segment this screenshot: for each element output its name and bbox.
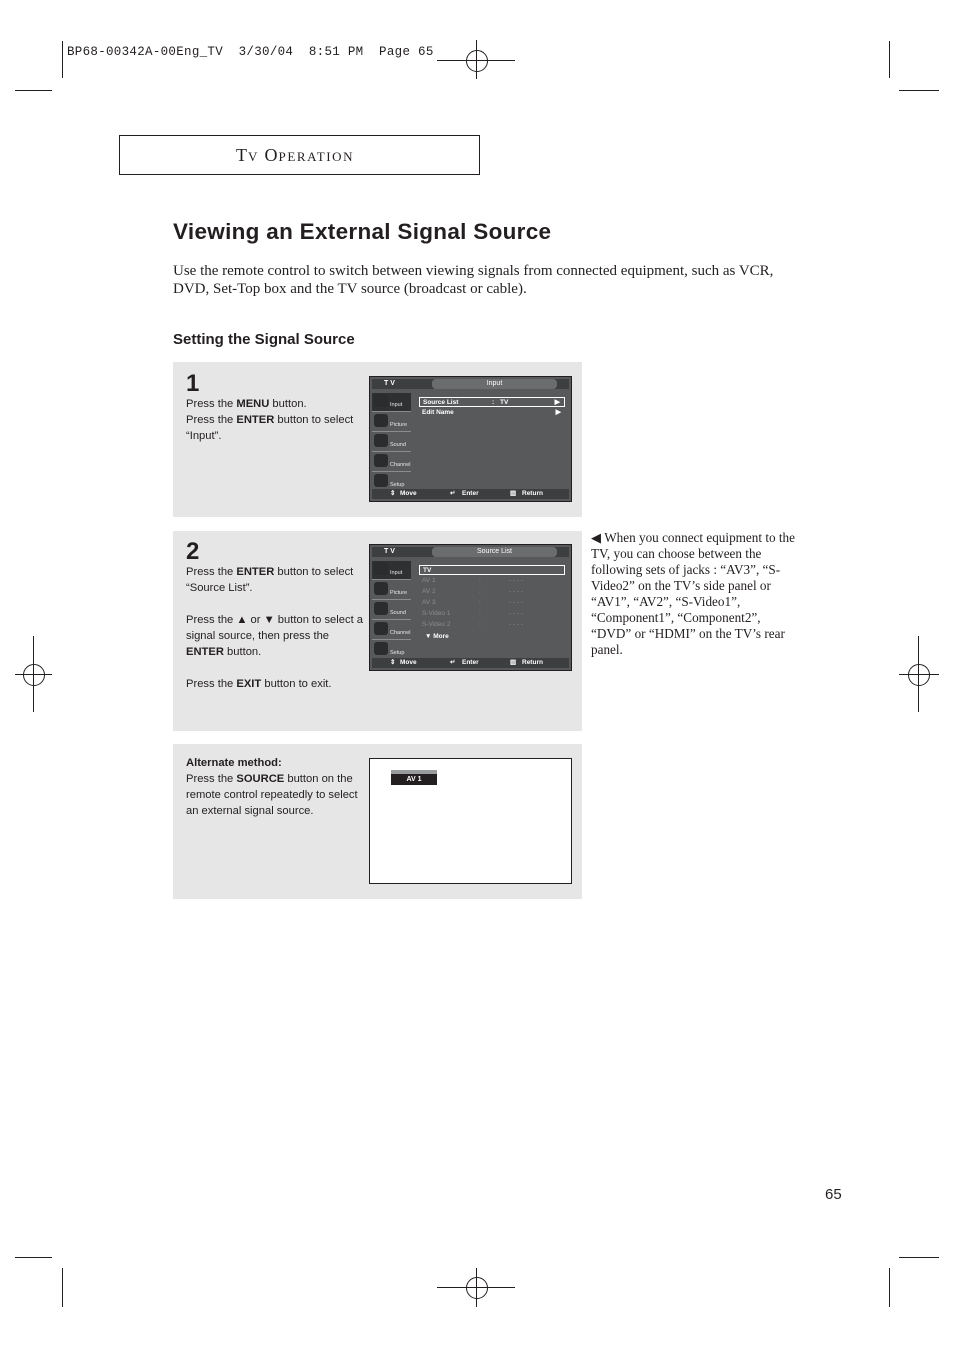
- osd-row-svideo2[interactable]: S-Video 2 : - - - -: [422, 621, 524, 628]
- picture-icon: [374, 582, 388, 595]
- sound-icon: [374, 602, 388, 615]
- sub-heading: Setting the Signal Source: [173, 331, 355, 348]
- osd-menu-channel[interactable]: Channel: [372, 621, 411, 640]
- osd-menu-sound[interactable]: Sound: [372, 433, 411, 452]
- up-arrow-icon: ▲: [236, 614, 248, 626]
- intro-paragraph: Use the remote control to switch between viewing signals from connected equipment, such as VCR, DVD, Set-Top box and the TV source (broadcast or cable).: [173, 263, 774, 297]
- osd-help-bar: ⇕ Move ↵ Enter ▥ Return: [372, 658, 569, 668]
- osd-screen-input: [369, 376, 572, 502]
- osd-row-source-list[interactable]: Source List : TV ▶: [419, 397, 565, 407]
- page-title: Viewing an External Signal Source: [173, 219, 552, 244]
- osd-menu-sound[interactable]: Sound: [372, 601, 411, 620]
- osd-row-edit-name[interactable]: Edit Name ▶: [422, 409, 561, 416]
- step-1-number: 1: [186, 370, 200, 397]
- osd-menu-picture[interactable]: Picture: [372, 413, 411, 432]
- osd-title-bar: T V Source List: [372, 547, 569, 557]
- step-1-text: Press the MENU button. Press the ENTER button to select “Input”.: [186, 398, 354, 442]
- tv-screen-source-display: [369, 758, 572, 884]
- input-icon: [374, 394, 388, 407]
- print-header: BP68-00342A-00Eng_TV 3/30/04 8:51 PM Page 65: [67, 45, 434, 59]
- channel-icon: [374, 622, 388, 635]
- osd-title-bar: T V Input: [372, 379, 569, 389]
- enter-icon: ↵: [450, 490, 456, 497]
- sound-icon: [374, 434, 388, 447]
- osd-menu-input[interactable]: Input: [372, 561, 411, 580]
- osd-menu-setup[interactable]: Setup: [372, 641, 411, 659]
- return-icon: ▥: [510, 659, 517, 666]
- return-icon: ▥: [510, 490, 517, 497]
- move-icon: ⇕: [390, 490, 396, 497]
- osd-menu-sidebar: [372, 559, 411, 657]
- input-icon: [374, 562, 388, 575]
- channel-icon: [374, 454, 388, 467]
- osd-menu-setup[interactable]: Setup: [372, 473, 411, 491]
- osd-help-bar: ⇕ Move ↵ Enter ▥ Return: [372, 489, 569, 499]
- section-label: TV OPERATION: [236, 145, 355, 165]
- enter-icon: ↵: [450, 659, 456, 666]
- setup-icon: [374, 642, 388, 655]
- osd-row-av3[interactable]: AV 3 : - - - -: [422, 599, 524, 606]
- picture-icon: [374, 414, 388, 427]
- osd-menu-sidebar: [372, 391, 411, 488]
- down-arrow-icon: ▼: [263, 614, 275, 626]
- osd-menu-picture[interactable]: Picture: [372, 581, 411, 600]
- osd-menu-input[interactable]: Input: [372, 393, 411, 412]
- osd-row-av1[interactable]: AV 1 : - - - -: [422, 577, 524, 584]
- osd-row-svideo1[interactable]: S-Video 1 : - - - -: [422, 610, 524, 617]
- source-badge: AV 1: [391, 770, 437, 785]
- osd-row-more[interactable]: ▼ More: [425, 633, 449, 640]
- step-2-text: Press the ENTER button to select “Source List”. Press the ▲ or ▼ button to select a signal source, then press the ENTER button. Press the EXIT button to exit.: [186, 566, 364, 690]
- move-icon: ⇕: [390, 659, 396, 666]
- page-number: 65: [825, 1186, 842, 1203]
- arrow-right-icon: ▶: [555, 409, 561, 416]
- osd-screen-source-list: [369, 544, 572, 671]
- alternate-method-text: Alternate method: Press the SOURCE button on the remote control repeatedly to select an external signal source.: [186, 757, 358, 817]
- step-2-number: 2: [186, 538, 200, 565]
- setup-icon: [374, 474, 388, 487]
- osd-menu-channel[interactable]: Channel: [372, 453, 411, 472]
- arrow-right-icon: ▶: [554, 399, 560, 406]
- osd-row-tv[interactable]: TV: [419, 565, 565, 575]
- osd-row-av2[interactable]: AV 2 : - - - -: [422, 588, 524, 595]
- side-note: ◀ When you connect equipment to the TV, you can choose between the following sets of jacks : “AV3”, “S-Video2” on the TV’s side panel or “AV1”, “AV2”, “S-Video1”, “Component1”, “Component2”, “DVD” or “HDMI” on the TV’s rear panel.: [591, 530, 795, 657]
